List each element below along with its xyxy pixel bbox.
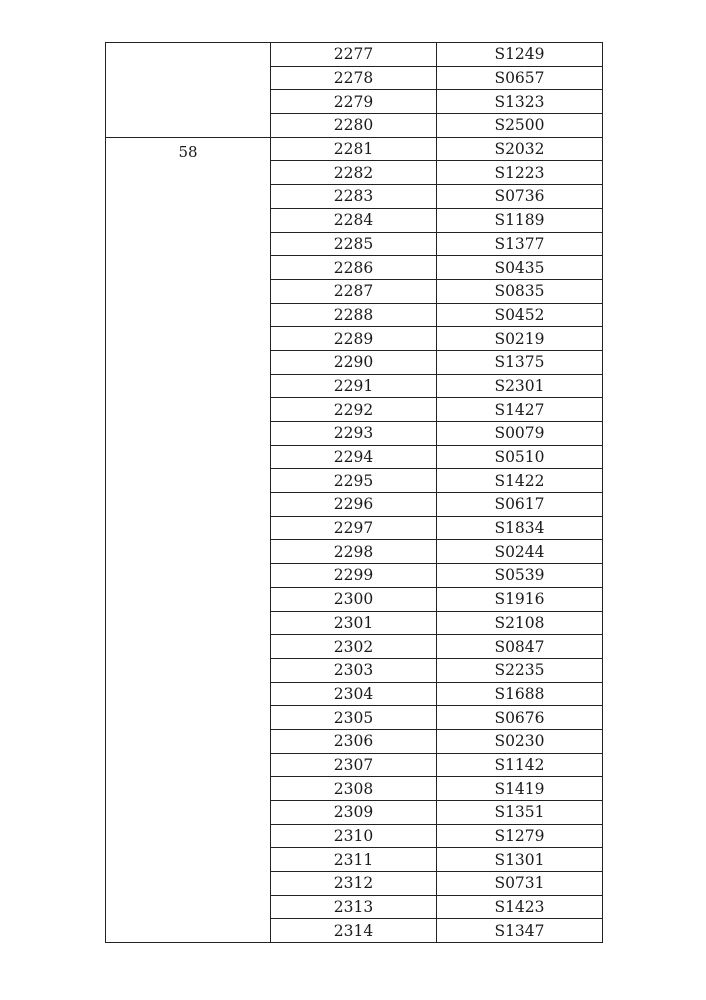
code-cell: S1916	[437, 587, 603, 611]
code-cell: S0435	[437, 256, 603, 280]
sequence-number-cell: 2279	[271, 90, 437, 114]
sequence-number-cell: 2291	[271, 374, 437, 398]
code-cell: S1419	[437, 777, 603, 801]
code-cell: S1347	[437, 919, 603, 943]
sequence-number-cell: 2289	[271, 327, 437, 351]
code-cell: S2108	[437, 611, 603, 635]
roster-table	[105, 42, 603, 943]
code-cell: S0617	[437, 493, 603, 517]
code-cell: S2032	[437, 137, 603, 161]
roster-table-body	[106, 43, 603, 943]
sequence-number-cell: 2313	[271, 895, 437, 919]
code-cell: S1301	[437, 848, 603, 872]
code-cell: S0731	[437, 872, 603, 896]
sequence-number-cell: 2314	[271, 919, 437, 943]
sequence-number-cell: 2296	[271, 493, 437, 517]
code-cell: S1351	[437, 801, 603, 825]
sequence-number-cell: 2280	[271, 114, 437, 138]
code-cell: S0510	[437, 445, 603, 469]
code-cell: S1422	[437, 469, 603, 493]
code-cell: S1249	[437, 43, 603, 67]
sequence-number-cell: 2300	[271, 587, 437, 611]
code-cell: S2235	[437, 658, 603, 682]
code-cell: S1427	[437, 398, 603, 422]
sequence-number-cell: 2287	[271, 279, 437, 303]
sequence-number-cell: 2312	[271, 872, 437, 896]
code-cell: S0219	[437, 327, 603, 351]
sequence-number-cell: 2292	[271, 398, 437, 422]
code-cell: S0657	[437, 66, 603, 90]
code-cell: S1142	[437, 753, 603, 777]
code-cell: S1423	[437, 895, 603, 919]
code-cell: S0230	[437, 729, 603, 753]
table-row	[106, 43, 603, 67]
sequence-number-cell: 2293	[271, 422, 437, 446]
group-number-cell: 58	[106, 137, 271, 942]
sequence-number-cell: 2295	[271, 469, 437, 493]
code-cell: S1323	[437, 90, 603, 114]
code-cell: S0847	[437, 635, 603, 659]
sequence-number-cell: 2297	[271, 516, 437, 540]
sequence-number-cell: 2298	[271, 540, 437, 564]
table-row	[106, 137, 603, 161]
code-cell: S0452	[437, 303, 603, 327]
sequence-number-cell: 2288	[271, 303, 437, 327]
code-cell: S0079	[437, 422, 603, 446]
code-cell: S0539	[437, 564, 603, 588]
sequence-number-cell: 2310	[271, 824, 437, 848]
sequence-number-cell: 2308	[271, 777, 437, 801]
code-cell: S1688	[437, 682, 603, 706]
sequence-number-cell: 2286	[271, 256, 437, 280]
sequence-number-cell: 2306	[271, 729, 437, 753]
code-cell: S2301	[437, 374, 603, 398]
code-cell: S1377	[437, 232, 603, 256]
sequence-number-cell: 2290	[271, 350, 437, 374]
sequence-number-cell: 2277	[271, 43, 437, 67]
sequence-number-cell: 2303	[271, 658, 437, 682]
code-cell: S0676	[437, 706, 603, 730]
sequence-number-cell: 2284	[271, 208, 437, 232]
sequence-number-cell: 2282	[271, 161, 437, 185]
sequence-number-cell: 2299	[271, 564, 437, 588]
code-cell: S2500	[437, 114, 603, 138]
sequence-number-cell: 2302	[271, 635, 437, 659]
sequence-number-cell: 2304	[271, 682, 437, 706]
sequence-number-cell: 2294	[271, 445, 437, 469]
code-cell: S0736	[437, 185, 603, 209]
sequence-number-cell: 2305	[271, 706, 437, 730]
code-cell: S1189	[437, 208, 603, 232]
code-cell: S1279	[437, 824, 603, 848]
sequence-number-cell: 2278	[271, 66, 437, 90]
sequence-number-cell: 2281	[271, 137, 437, 161]
sequence-number-cell: 2311	[271, 848, 437, 872]
sequence-number-cell: 2309	[271, 801, 437, 825]
code-cell: S1223	[437, 161, 603, 185]
code-cell: S0835	[437, 279, 603, 303]
code-cell: S1834	[437, 516, 603, 540]
sequence-number-cell: 2285	[271, 232, 437, 256]
group-number-cell	[106, 43, 271, 138]
sequence-number-cell: 2283	[271, 185, 437, 209]
code-cell: S1375	[437, 350, 603, 374]
code-cell: S0244	[437, 540, 603, 564]
sequence-number-cell: 2301	[271, 611, 437, 635]
sequence-number-cell: 2307	[271, 753, 437, 777]
